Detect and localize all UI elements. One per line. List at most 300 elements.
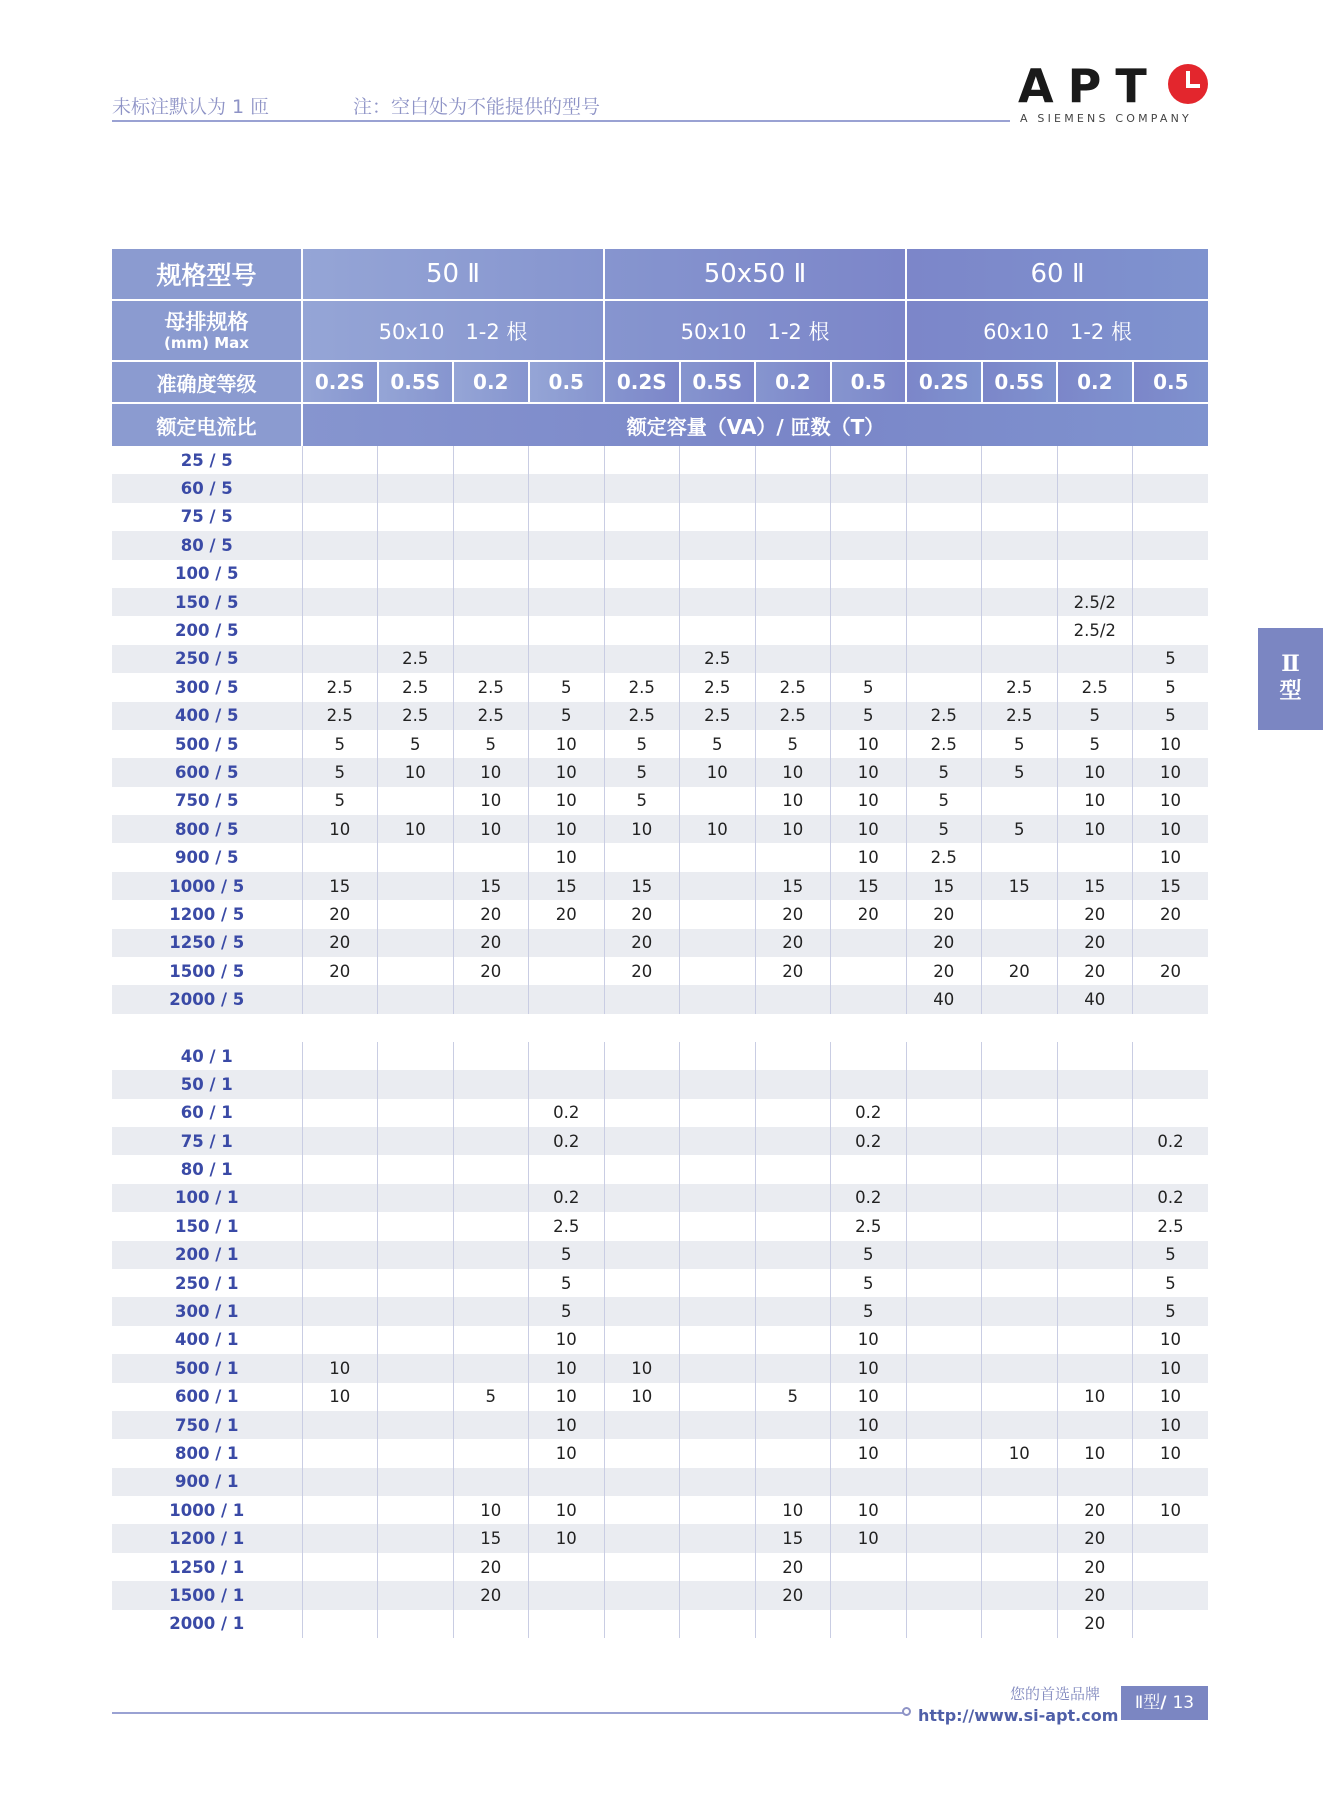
capacity-cell [982,900,1058,928]
capacity-cell [604,1610,680,1638]
page-indicator: Ⅱ型/ 13 [1121,1686,1208,1720]
capacity-cell [604,985,680,1013]
capacity-cell: 10 [680,758,756,786]
capacity-cell: 2.5 [378,702,454,730]
capacity-cell [680,1269,756,1297]
ratio-label: 额定电流比 [112,403,302,446]
capacity-cell [529,588,605,616]
capacity-cell [680,1155,756,1183]
capacity-cell [453,503,529,531]
capacity-cell: 20 [1133,957,1209,985]
capacity-cell [378,446,454,474]
capacity-cell [378,1241,454,1269]
table-row [112,1326,1208,1354]
default-turns-note: 未标注默认为 1 匝 [112,96,270,118]
capacity-cell [529,985,605,1013]
capacity-cell: 5 [302,730,378,758]
capacity-cell [1057,1297,1133,1325]
capacity-cell [831,985,907,1013]
capacity-cell [906,1439,982,1467]
current-ratio-cell: 100 / 5 [112,560,302,588]
capacity-cell [831,560,907,588]
capacity-cell: 10 [604,1354,680,1382]
capacity-cell: 10 [529,1383,605,1411]
capacity-cell: 10 [1133,815,1209,843]
capacity-cell [982,1326,1058,1354]
capacity-cell [1057,1184,1133,1212]
apt-logo [1018,60,1208,130]
capacity-cell [982,560,1058,588]
capacity-cell [831,1553,907,1581]
capacity-cell [529,446,605,474]
capacity-cell [680,787,756,815]
capacity-cell [1057,1070,1133,1098]
logo-subtitle: A SIEMENS COMPANY [1020,112,1192,125]
capacity-cell [1133,560,1209,588]
capacity-cell [378,503,454,531]
capacity-cell [378,1127,454,1155]
capacity-cell [378,531,454,559]
capacity-cell [529,1070,605,1098]
capacity-cell [831,1042,907,1070]
capacity-cell: 10 [453,758,529,786]
capacity-cell: 20 [529,900,605,928]
busbar-50: 50x10 1-2 根 [302,300,604,361]
capacity-cell [378,1070,454,1098]
table-row [112,673,1208,701]
capacity-cell [982,1496,1058,1524]
capacity-cell: 10 [831,1439,907,1467]
capacity-cell: 15 [453,872,529,900]
capacity-cell: 5 [755,1383,831,1411]
capacity-cell [302,1610,378,1638]
capacity-cell [378,1439,454,1467]
current-ratio-cell: 800 / 5 [112,815,302,843]
capacity-cell [604,1042,680,1070]
capacity-cell [982,1610,1058,1638]
capacity-cell [680,1070,756,1098]
capacity-cell [680,1524,756,1552]
capacity-cell: 2.5 [680,673,756,701]
busbar-60: 60x10 1-2 根 [906,300,1208,361]
capacity-cell [604,1269,680,1297]
accuracy-class-cell: 0.2 [755,361,831,403]
busbar-row [112,300,1208,361]
capacity-cell [604,1184,680,1212]
capacity-cell [755,1326,831,1354]
capacity-cell: 2.5 [831,1212,907,1240]
accuracy-class-cell: 0.5S [982,361,1058,403]
capacity-cell [1133,446,1209,474]
capacity-cell [604,1439,680,1467]
capacity-cell: 10 [604,1383,680,1411]
table-row [112,900,1208,928]
table-row [112,1212,1208,1240]
capacity-cell: 10 [529,1439,605,1467]
capacity-cell [529,1155,605,1183]
capacity-cell [1133,474,1209,502]
capacity-cell [529,474,605,502]
capacity-cell [906,1610,982,1638]
capacity-cell: 20 [755,929,831,957]
capacity-cell: 10 [831,1326,907,1354]
table-row [112,1241,1208,1269]
capacity-cell [680,1099,756,1127]
model-50x50: 50x50 Ⅱ [604,249,906,300]
current-ratio-cell: 1250 / 5 [112,929,302,957]
capacity-cell: 2.5 [755,702,831,730]
capacity-cell: 5 [906,815,982,843]
capacity-cell: 2.5 [906,702,982,730]
table-row [112,1553,1208,1581]
capacity-cell [604,446,680,474]
current-ratio-cell: 400 / 5 [112,702,302,730]
current-ratio-cell: 80 / 5 [112,531,302,559]
capacity-cell: 10 [453,815,529,843]
current-ratio-cell: 1000 / 1 [112,1496,302,1524]
capacity-cell [378,985,454,1013]
capacity-cell: 20 [453,1553,529,1581]
current-ratio-cell: 2000 / 5 [112,985,302,1013]
capacity-cell: 15 [453,1524,529,1552]
capacity-cell [755,1411,831,1439]
capacity-cell [680,985,756,1013]
capacity-cell: 2.5 [378,673,454,701]
capacity-cell [906,1155,982,1183]
capacity-cell [1057,1212,1133,1240]
capacity-cell [302,1042,378,1070]
capacity-cell [755,1099,831,1127]
capacity-cell [982,1099,1058,1127]
current-ratio-cell: 500 / 5 [112,730,302,758]
capacity-cell [378,1524,454,1552]
capacity-cell: 15 [529,872,605,900]
capacity-cell [529,616,605,644]
capacity-cell: 5 [982,758,1058,786]
capacity-cell [755,1354,831,1382]
capacity-cell [982,1297,1058,1325]
current-ratio-cell: 800 / 1 [112,1439,302,1467]
current-ratio-cell: 600 / 1 [112,1383,302,1411]
capacity-cell [378,1354,454,1382]
capacity-cell [604,1070,680,1098]
capacity-cell [755,1042,831,1070]
capacity-cell [378,1468,454,1496]
capacity-cell: 15 [755,1524,831,1552]
capacity-cell: 10 [831,843,907,871]
footer-slogan: 您的首选品牌 [1010,1685,1101,1703]
capacity-cell [453,1297,529,1325]
capacity-cell: 10 [1133,758,1209,786]
table-row [112,531,1208,559]
capacity-cell [982,1468,1058,1496]
capacity-cell: 15 [906,872,982,900]
capacity-cell [378,1155,454,1183]
capacity-cell [302,1439,378,1467]
capacity-cell [831,588,907,616]
capacity-cell: 20 [906,929,982,957]
capacity-cell: 5 [302,758,378,786]
capacity-cell: 0.2 [831,1184,907,1212]
capacity-cell: 0.2 [831,1127,907,1155]
capacity-cell [453,560,529,588]
capacity-cell [1133,1553,1209,1581]
capacity-cell [906,1127,982,1155]
capacity-cell: 10 [378,758,454,786]
capacity-cell: 5 [529,1269,605,1297]
capacity-cell: 0.2 [529,1127,605,1155]
capacity-cell [1057,1468,1133,1496]
capacity-cell [680,531,756,559]
table-row [112,1411,1208,1439]
capacity-cell: 20 [302,929,378,957]
header-rule [112,120,1010,122]
capacity-cell [302,503,378,531]
capacity-cell [982,1127,1058,1155]
capacity-cell [831,645,907,673]
capacity-cell [831,1070,907,1098]
table-row [112,1496,1208,1524]
capacity-cell: 20 [1057,1496,1133,1524]
capacity-cell [453,1127,529,1155]
capacity-cell [453,1326,529,1354]
capacity-cell [1133,616,1209,644]
accuracy-class-cell: 0.2 [453,361,529,403]
capacity-cell [755,1212,831,1240]
capacity-cell: 10 [982,1439,1058,1467]
capacity-cell [529,1042,605,1070]
capacity-cell [453,843,529,871]
capacity-cell [1133,1070,1209,1098]
capacity-cell [755,446,831,474]
capacity-cell [529,645,605,673]
capacity-cell [831,616,907,644]
capacity-cell: 10 [1133,787,1209,815]
capacity-cell [302,1070,378,1098]
capacity-cell [755,1269,831,1297]
capacity-cell [378,474,454,502]
capacity-cell [906,1184,982,1212]
capacity-cell [982,616,1058,644]
capacity-cell: 5 [604,787,680,815]
capacity-cell: 10 [831,787,907,815]
capacity-cell [982,1411,1058,1439]
accuracy-class-cell: 0.2S [604,361,680,403]
capacity-cell [982,503,1058,531]
capacity-cell: 15 [302,872,378,900]
capacity-cell [906,503,982,531]
capacity-cell: 10 [1133,1439,1209,1467]
current-ratio-cell: 150 / 1 [112,1212,302,1240]
capacity-cell: 5 [529,1297,605,1325]
capacity-cell: 20 [604,900,680,928]
capacity-cell [378,1297,454,1325]
capacity-cell [529,560,605,588]
capacity-cell [1133,1155,1209,1183]
capacity-cell [604,531,680,559]
table-row [112,1524,1208,1552]
capacity-cell [604,1212,680,1240]
capacity-cell: 5 [453,730,529,758]
capacity-cell: 2.5 [453,673,529,701]
current-ratio-cell: 900 / 1 [112,1468,302,1496]
capacity-cell: 10 [755,787,831,815]
busbar-50x50: 50x10 1-2 根 [604,300,906,361]
capacity-cell [302,1212,378,1240]
capacity-cell [680,1411,756,1439]
capacity-cell: 10 [831,1524,907,1552]
capacity-cell: 2.5 [1133,1212,1209,1240]
capacity-label: 额定容量（VA）/ 匝数（T） [302,403,1208,446]
capacity-cell: 0.2 [1133,1184,1209,1212]
capacity-cell [302,446,378,474]
table-row [112,985,1208,1013]
capacity-cell: 10 [831,758,907,786]
capacity-cell: 5 [378,730,454,758]
capacity-cell [529,1553,605,1581]
capacity-cell [755,645,831,673]
capacity-cell: 10 [1133,1496,1209,1524]
capacity-cell [831,929,907,957]
capacity-cell: 10 [302,815,378,843]
table-row [112,702,1208,730]
current-ratio-cell: 750 / 1 [112,1411,302,1439]
capacity-cell: 20 [1057,1524,1133,1552]
capacity-cell: 2.5 [453,702,529,730]
table-row [112,588,1208,616]
current-ratio-cell: 600 / 5 [112,758,302,786]
table-row [112,758,1208,786]
capacity-cell: 40 [1057,985,1133,1013]
capacity-cell [680,929,756,957]
table-row [112,1070,1208,1098]
capacity-cell: 20 [1057,929,1133,957]
capacity-cell [302,1411,378,1439]
capacity-cell [604,1553,680,1581]
table-row [112,560,1208,588]
capacity-cell [302,1099,378,1127]
capacity-cell: 20 [1057,957,1133,985]
capacity-cell [302,560,378,588]
capacity-cell [529,1610,605,1638]
capacity-cell [982,1070,1058,1098]
capacity-cell [453,588,529,616]
capacity-cell: 20 [906,957,982,985]
accuracy-class-cell: 0.5 [529,361,605,403]
capacity-cell [831,1155,907,1183]
capacity-cell: 20 [755,1553,831,1581]
capacity-cell [1133,1524,1209,1552]
capacity-cell: 20 [755,957,831,985]
current-ratio-cell: 25 / 5 [112,446,302,474]
table-row [112,503,1208,531]
current-ratio-cell: 1250 / 1 [112,1553,302,1581]
capacity-cell: 10 [378,815,454,843]
capacity-cell [529,1468,605,1496]
capacity-cell: 15 [1133,872,1209,900]
capacity-cell [1133,1581,1209,1609]
capacity-cell [453,1099,529,1127]
capacity-cell: 10 [1133,1354,1209,1382]
current-ratio-cell: 1500 / 5 [112,957,302,985]
capacity-cell [302,843,378,871]
capacity-cell: 5 [906,758,982,786]
capacity-cell: 5 [529,673,605,701]
capacity-cell [982,985,1058,1013]
current-ratio-cell: 300 / 5 [112,673,302,701]
capacity-cell [604,1155,680,1183]
capacity-cell: 10 [1133,1326,1209,1354]
current-ratio-cell: 75 / 1 [112,1127,302,1155]
capacity-cell [378,1184,454,1212]
capacity-cell [529,531,605,559]
capacity-cell: 20 [755,900,831,928]
model-label: 规格型号 [112,249,302,300]
model-row [112,249,1208,300]
capacity-cell [604,474,680,502]
capacity-cell: 20 [302,957,378,985]
capacity-cell [453,474,529,502]
accuracy-class-cell: 0.2S [906,361,982,403]
capacity-cell [982,1212,1058,1240]
current-ratio-cell: 300 / 1 [112,1297,302,1325]
capacity-cell [302,1297,378,1325]
footer-rule [112,1712,906,1714]
capacity-cell: 10 [1057,787,1133,815]
capacity-cell: 10 [1133,730,1209,758]
capacity-cell: 5 [1133,1297,1209,1325]
capacity-cell [453,1155,529,1183]
capacity-cell [982,531,1058,559]
capacity-cell [604,1326,680,1354]
capacity-cell: 2.5 [680,702,756,730]
capacity-cell [680,560,756,588]
capacity-cell [378,872,454,900]
capacity-cell [755,1241,831,1269]
capacity-cell [1057,1241,1133,1269]
table-row [112,815,1208,843]
current-ratio-cell: 100 / 1 [112,1184,302,1212]
capacity-cell: 15 [755,872,831,900]
capacity-cell [906,1297,982,1325]
footer-url-link[interactable]: http://www.si-apt.com [918,1706,1119,1725]
capacity-cell: 10 [529,1524,605,1552]
capacity-cell [302,1184,378,1212]
capacity-cell: 5 [906,787,982,815]
capacity-cell [906,1326,982,1354]
capacity-cell: 10 [1133,1411,1209,1439]
table-row [112,1610,1208,1638]
capacity-cell: 20 [982,957,1058,985]
capacity-cell [906,616,982,644]
table-row [112,1468,1208,1496]
capacity-cell: 5 [680,730,756,758]
capacity-cell [680,1439,756,1467]
capacity-cell [378,957,454,985]
capacity-cell [906,645,982,673]
capacity-cell [302,1241,378,1269]
capacity-cell [982,843,1058,871]
capacity-cell: 2.5 [302,702,378,730]
capacity-cell: 2.5 [906,843,982,871]
table-row [112,843,1208,871]
capacity-cell [982,1269,1058,1297]
capacity-cell: 15 [604,872,680,900]
capacity-cell [1057,843,1133,871]
table-row [112,645,1208,673]
capacity-cell [302,1581,378,1609]
capacity-cell [529,1581,605,1609]
